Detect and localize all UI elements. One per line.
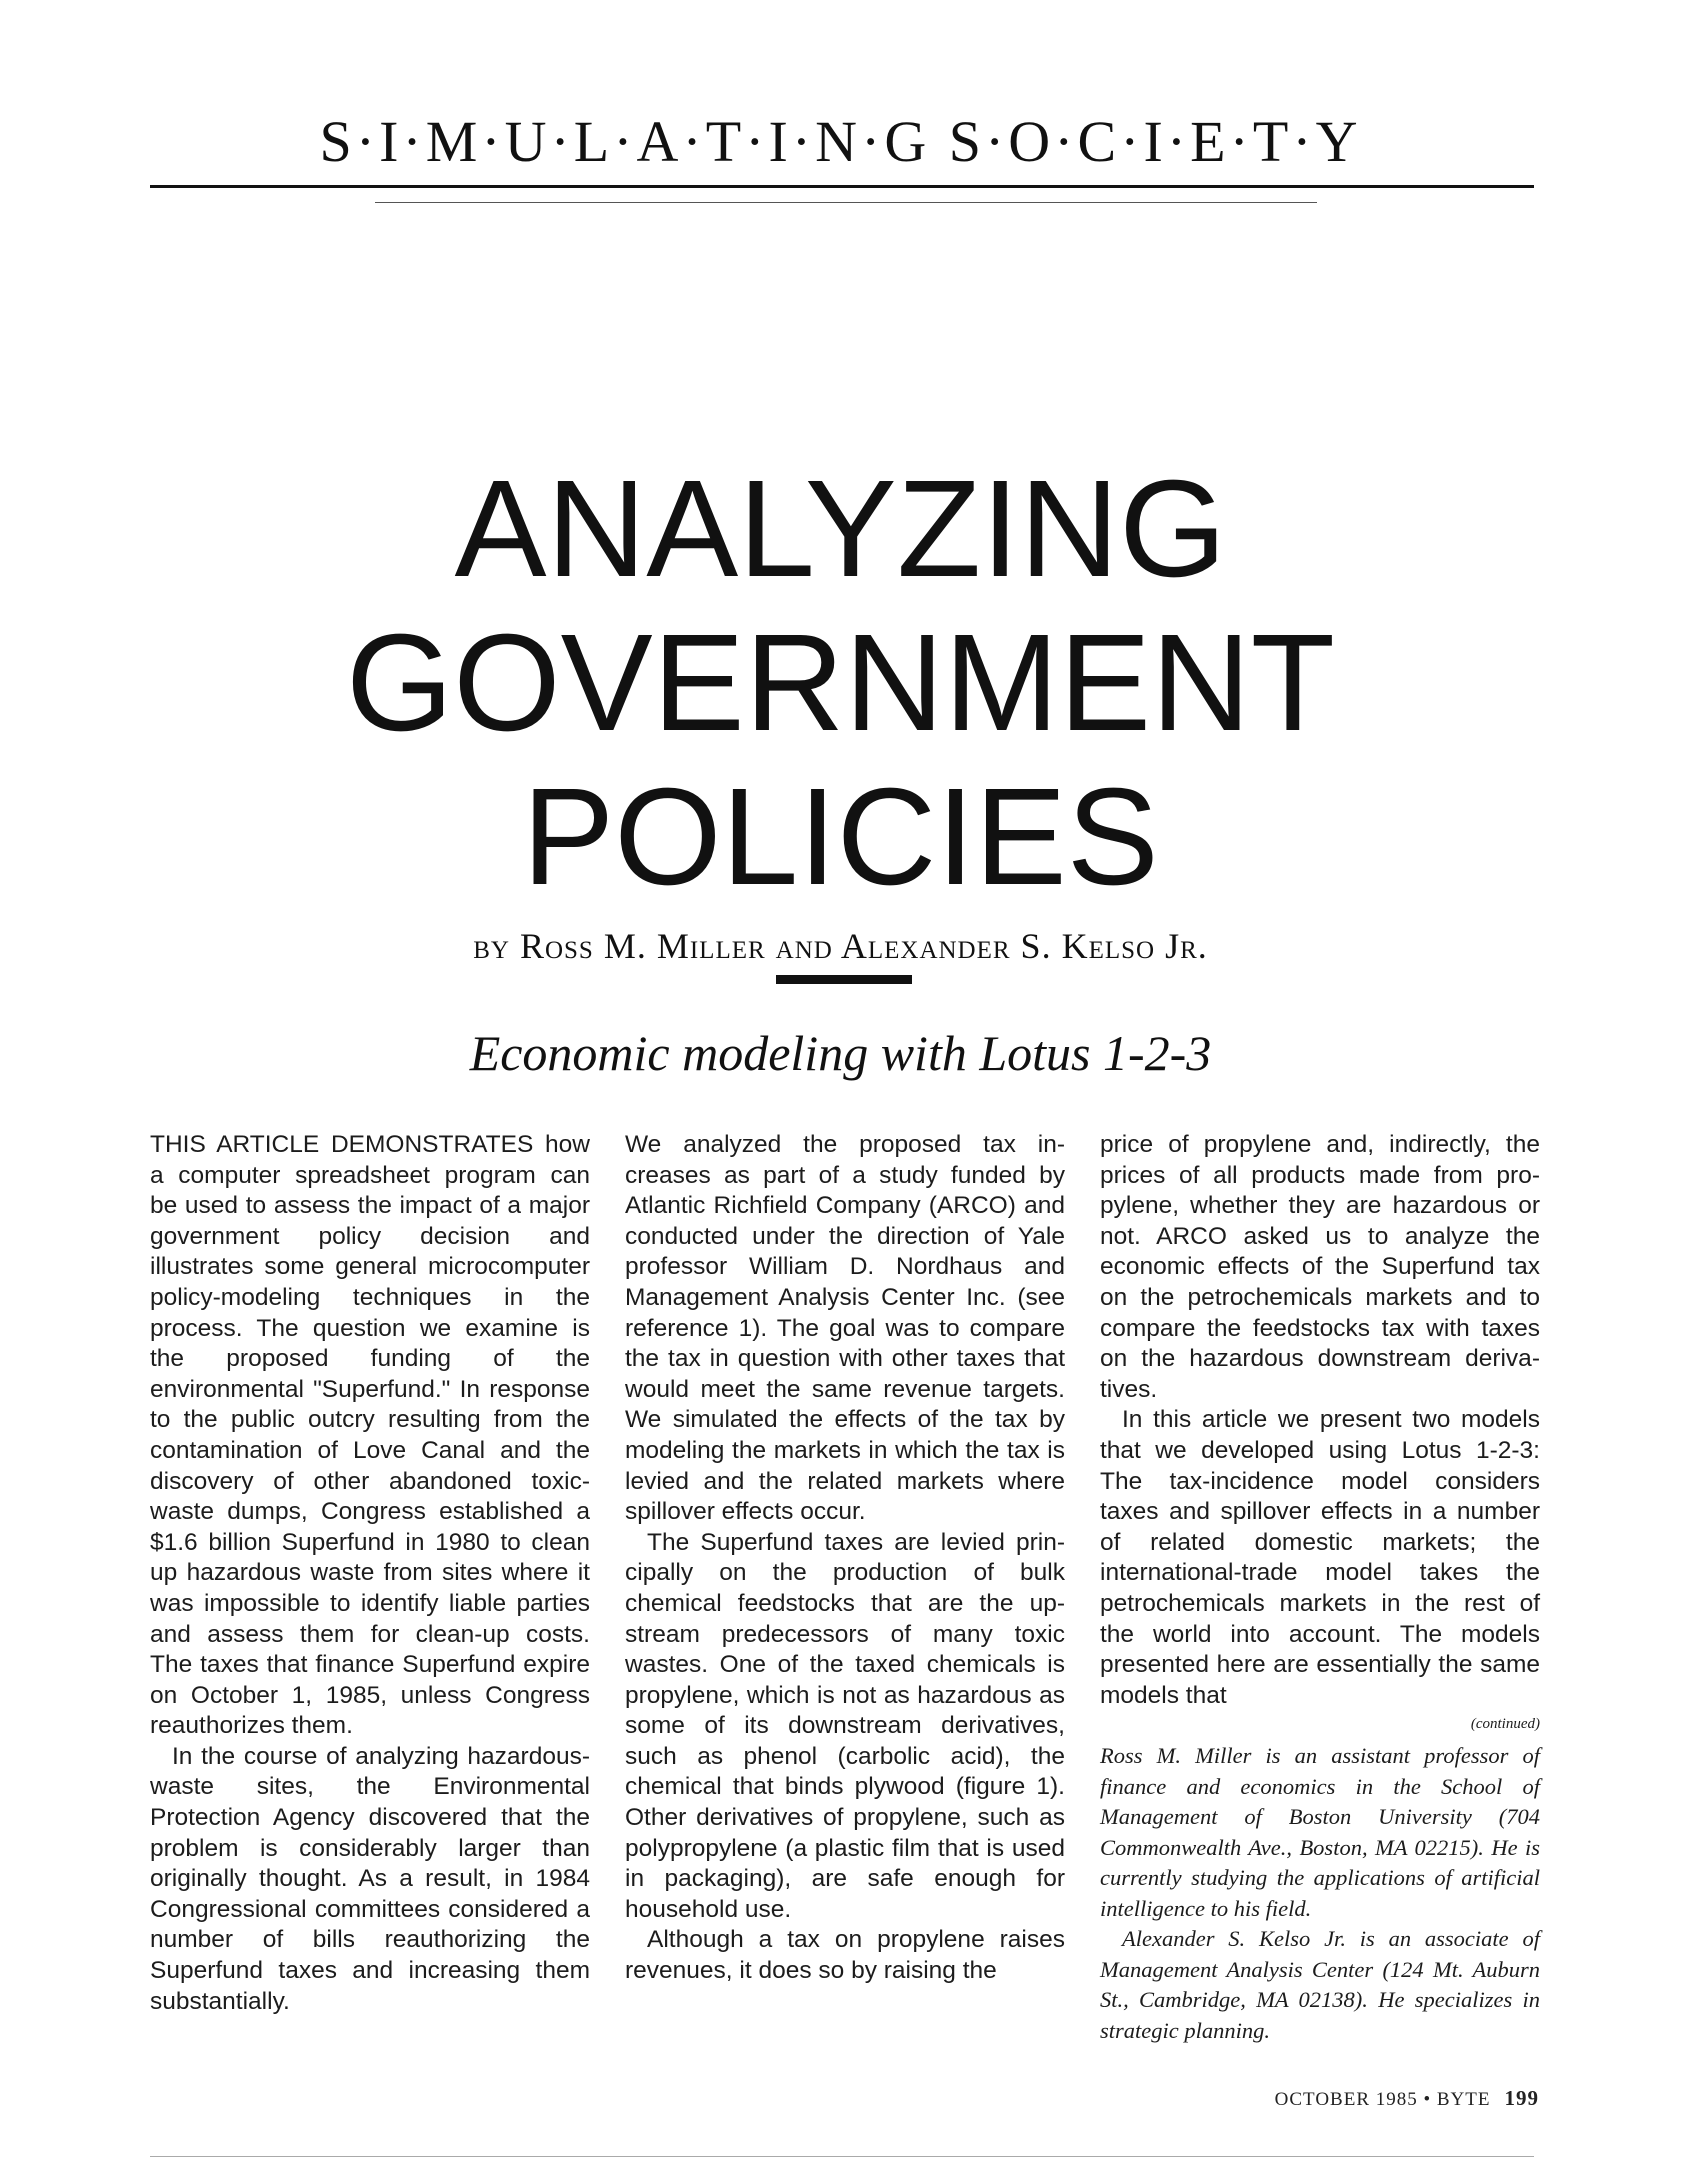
paragraph: In this article we present two models that we developed using Lotus 1-2-3: The tax-incidence model considers taxes and spillover effects in a number of related domestic markets; the international-trade model takes the petrochemicals markets in the rest of the world into account. The models presented here are essentially the same models that xyxy=(1100,1406,1540,1709)
headline-line-2: GOVERNMENT xyxy=(345,606,1336,760)
author-bios xyxy=(1100,1741,1540,2046)
page-number: 199 xyxy=(1504,2086,1539,2110)
deck-subtitle: Economic modeling with Lotus 1-2-3 xyxy=(469,1025,1212,1081)
headline-line-3: POLICIES xyxy=(522,760,1159,914)
author-bio-miller: Ross M. Miller is an assistant professor of finance and economics in the School of Management of Boston University (704 Commonwealth Ave., Boston, MA 02215). He is currently studying the applications of artificial intelligence to his field. xyxy=(1100,1743,1540,1921)
headline-line-1: ANALYZING xyxy=(454,452,1227,606)
page-footer xyxy=(1275,2086,1539,2111)
byline: by Ross M. Miller and Alexander S. Kelso Jr. xyxy=(473,926,1208,966)
paragraph: The Superfund taxes are levied principally on the production of bulk chemical feedstocks that are the upstream predecessors of many toxic wastes. One of the taxed chemicals is propylene, which is not as hazardous as some of its downstream derivatives, such as phenol (carbolic acid), the chemical that binds plywood (figure 1). Other derivatives of propylene, such as polypropylene (a plastic film that is used in packaging), are safe enough for household use. xyxy=(625,1528,1065,1923)
bottom-rule xyxy=(150,2156,1534,2157)
section-title: S·I·M·U·L·A·T·I·N·G S·O·C·I·E·T·Y xyxy=(319,109,1362,174)
byline-divider xyxy=(776,975,912,984)
author-bio-kelso: Alexander S. Kelso Jr. is an associate of Management Analysis Center (124 Mt. Auburn St., Cambridge, MA 02138). He specializes in strategic planning. xyxy=(1100,1926,1540,2043)
paragraph: THIS ARTICLE DEMONSTRATES how a computer spreadsheet program can be used to assess the impact of a major government policy decision and illustrates some general microcomputer policy-modeling techniques in the process. The question we examine is the proposed funding of the environmental "Superfund." In response to the public outcry resulting from the contamination of Love Canal and the discovery of other abandoned toxic-waste dumps, Congress established a $1.6 billion Superfund in 1980 to clean up hazardous waste from sites where it was impossible to identify liable parties and assess them for clean-up costs. The taxes that finance Superfund expire on October 1, 1985, unless Congress reauthorizes them. xyxy=(150,1131,590,1740)
paragraph: price of propylene and, indirectly, the prices of all products made from propylene, whether they are hazardous or not. ARCO asked us to analyze the economic effects of the Superfund tax on the petrochemicals markets and to compare the feedstocks tax with taxes on the hazardous downstream derivatives. xyxy=(1100,1131,1540,1403)
paragraph: In the course of analyzing hazardous-waste sites, the Environmental Protection Agency discovered that the problem is considerably larger than originally thought. As a result, in 1984 Congressional committees considered a number of bills reauthorizing the Superfund taxes and increasing them substantially. xyxy=(150,1742,590,2015)
paragraph: We analyzed the proposed tax increases as part of a study funded by Atlantic Richfield Company (ARCO) and conducted under the direction of Yale professor William D. Nordhaus and Management Analysis Center Inc. (see reference 1). The goal was to compare the tax in question with other taxes that would meet the same revenue targets. We simulated the effects of the tax by modeling the markets in which the tax is levied and the related markets where spillover effects occur. xyxy=(625,1131,1065,1526)
header-rule-thick xyxy=(150,185,1534,188)
body-column-1 xyxy=(150,1130,590,2017)
header-rule-thin xyxy=(375,202,1317,203)
paragraph: Although a tax on propylene raises revenues, it does so by raising the xyxy=(625,1926,1065,1985)
continued-marker: (continued) xyxy=(1470,1716,1540,1733)
body-column-3 xyxy=(1100,1130,1540,2046)
article-headline xyxy=(0,452,1681,914)
issue-label: OCTOBER 1985 • BYTE xyxy=(1274,2089,1491,2110)
body-column-2 xyxy=(625,1130,1065,1987)
